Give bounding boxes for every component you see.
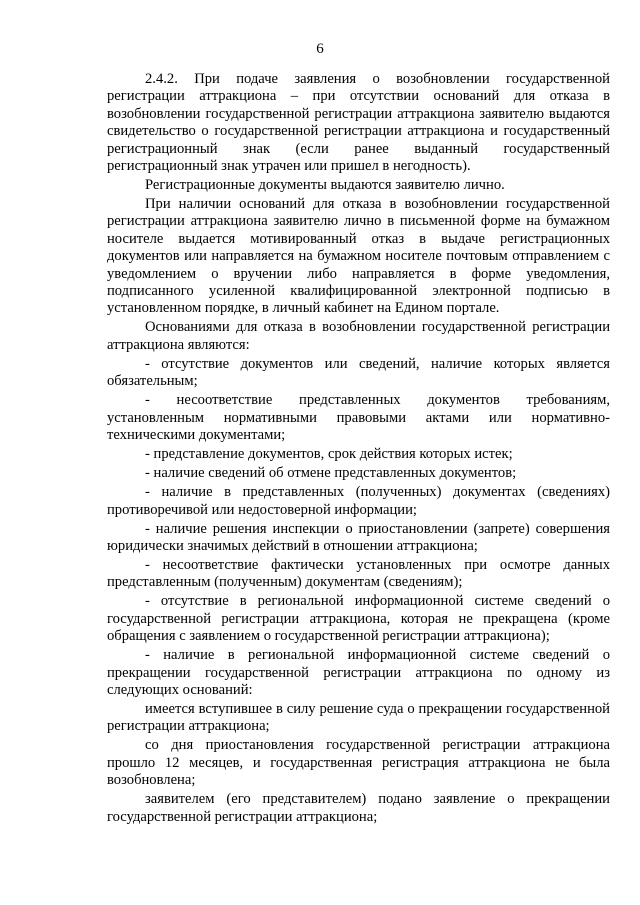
paragraph-refusal-procedure: При наличии оснований для отказа в возобновлении государственной регистрации аттракциона заявителю лично в письменной форме на бумажном носителе выдается мотивированный отказ в выдаче регистрационных документов или направляется на бумажном носителе почтовым отправлением с уведомлением о вручении либо направляется в форме уведомления, подписанного усиленной квалифицированной электронной подписью в установленном порядке, в личный кабинет на Едином портале. (107, 196, 610, 317)
list-item: - наличие решения инспекции о приостановлении (запрете) совершения юридически значимых действий в отношении аттракциона; (107, 520, 610, 554)
list-item: - несоответствие фактически установленных при осмотре данных представленным (полученным) документам (сведениям); (107, 556, 610, 591)
list-item: - представление документов, срок действия которых истек; (145, 446, 513, 463)
list-item: - наличие в представленных (полученных) документах (сведениях) противоречивой или недостоверной информации; (107, 484, 610, 518)
list-item: - несоответствие представленных документов требованиям, установленным нормативными правовыми актами или нормативно-техническими документами; (107, 392, 610, 444)
paragraph-2-4-2: 2.4.2. При подаче заявления о возобновлении государственной регистрации аттракциона – при отсутствии оснований для отказа в возобновлении государственной регистрации аттракциона заявителю выдаются свидетельство о государственной регистрации аттракциона и государственный регистрационный знак (если ранее выданный государственный регистрационный знак утрачен или пришел в негодность). (107, 71, 610, 175)
list-item: - наличие в региональной информационной системе сведений о прекращении государственной регистрации аттракциона по одному из следующих оснований: (107, 647, 610, 698)
page-number: 6 (316, 41, 324, 57)
list-item: - наличие сведений об отмене представленных документов; (145, 465, 517, 482)
paragraph-refusal-grounds-intro: Основаниями для отказа в возобновлении государственной регистрации аттракциона являются: (107, 319, 610, 353)
list-item: - отсутствие в региональной информационной системе сведений о государственной регистрации аттракциона, которая не прекращена (кроме обращения с заявлением о государственной регистрации аттракциона); (107, 593, 610, 645)
sub-list-item: заявителем (его представителем) подано заявление о прекращении государственной регистрации аттракциона; (107, 791, 610, 825)
sub-list-item: со дня приостановления государственной регистрации аттракциона прошло 12 месяцев, и государственная регистрация аттракциона не была возобновлена; (107, 737, 610, 789)
list-item: - отсутствие документов или сведений, наличие которых является обязательным; (107, 355, 610, 390)
paragraph-issued-personally: Регистрационные документы выдаются заявителю лично. (145, 177, 505, 194)
sub-list-item: имеется вступившее в силу решение суда о прекращении государственной регистрации аттракциона; (107, 700, 610, 735)
document-body (107, 71, 610, 826)
